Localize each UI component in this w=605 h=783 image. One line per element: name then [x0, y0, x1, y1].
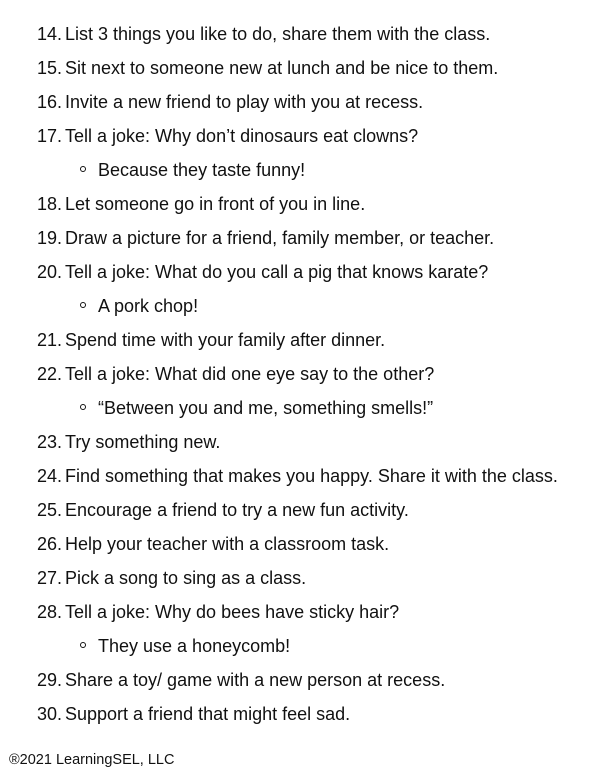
list-item: [0, 527, 605, 561]
item-number: 26.: [36, 534, 62, 554]
item-number: 22.: [36, 364, 62, 384]
item-number: 20.: [36, 262, 62, 282]
list-item: [0, 493, 605, 527]
item-text: Tell a joke: What did one eye say to the other?: [65, 364, 435, 384]
item-number: 29.: [36, 670, 62, 690]
item-number: 28.: [36, 602, 62, 622]
item-number: 27.: [36, 568, 62, 588]
item-text: Tell a joke: What do you call a pig that knows karate?: [65, 262, 489, 282]
item-number: 15.: [36, 58, 62, 78]
hollow-bullet-icon: [80, 404, 86, 410]
item-text: Support a friend that might feel sad.: [65, 704, 351, 724]
joke-answer-item: [0, 629, 605, 663]
item-text: Sit next to someone new at lunch and be nice to them.: [65, 58, 499, 78]
joke-answer-item: [0, 391, 605, 425]
item-number: 24.: [36, 466, 62, 486]
item-text: Draw a picture for a friend, family member, or teacher.: [65, 228, 495, 248]
list-item: [0, 663, 605, 697]
item-text: Share a toy/ game with a new person at recess.: [65, 670, 446, 690]
list-item: [0, 187, 605, 221]
hollow-bullet-icon: [80, 642, 86, 648]
item-number: 25.: [36, 500, 62, 520]
item-number: 17.: [36, 126, 62, 146]
item-text: List 3 things you like to do, share them with the class.: [65, 24, 491, 44]
list-item: [0, 221, 605, 255]
item-text: Tell a joke: Why don’t dinosaurs eat clowns?: [65, 126, 419, 146]
item-text: Let someone go in front of you in line.: [65, 194, 366, 214]
list-item: [0, 17, 605, 51]
item-number: 21.: [36, 330, 62, 350]
item-text: Spend time with your family after dinner.: [65, 330, 386, 350]
item-text: Pick a song to sing as a class.: [65, 568, 307, 588]
joke-answer-item: [0, 289, 605, 323]
list-item: [0, 561, 605, 595]
activity-list: [0, 17, 605, 731]
item-text: Find something that makes you happy. Share it with the class.: [65, 466, 558, 486]
list-item: [0, 119, 605, 153]
list-item: [0, 697, 605, 731]
list-item: [0, 51, 605, 85]
joke-answer-text: They use a honeycomb!: [98, 636, 291, 656]
item-number: 16.: [36, 92, 62, 112]
item-text: Tell a joke: Why do bees have sticky hair?: [65, 602, 400, 622]
joke-answer-item: [0, 153, 605, 187]
joke-answer-text: A pork chop!: [98, 296, 199, 316]
item-number: 23.: [36, 432, 62, 452]
joke-answer-text: “Between you and me, something smells!”: [98, 398, 434, 418]
hollow-bullet-icon: [80, 166, 86, 172]
list-item: [0, 357, 605, 391]
item-text: Try something new.: [65, 432, 221, 452]
item-number: 18.: [36, 194, 62, 214]
list-item: [0, 425, 605, 459]
joke-answer-text: Because they taste funny!: [98, 160, 306, 180]
hollow-bullet-icon: [80, 302, 86, 308]
item-number: 19.: [36, 228, 62, 248]
item-number: 30.: [36, 704, 62, 724]
item-text: Invite a new friend to play with you at recess.: [65, 92, 424, 112]
list-item: [0, 459, 605, 493]
list-item: [0, 255, 605, 289]
item-number: 14.: [36, 24, 62, 44]
list-item: [0, 323, 605, 357]
item-text: Help your teacher with a classroom task.: [65, 534, 390, 554]
item-text: Encourage a friend to try a new fun activity.: [65, 500, 409, 520]
copyright-footer: ®2021 LearningSEL, LLC: [9, 752, 175, 768]
list-item: [0, 595, 605, 629]
list-item: [0, 85, 605, 119]
